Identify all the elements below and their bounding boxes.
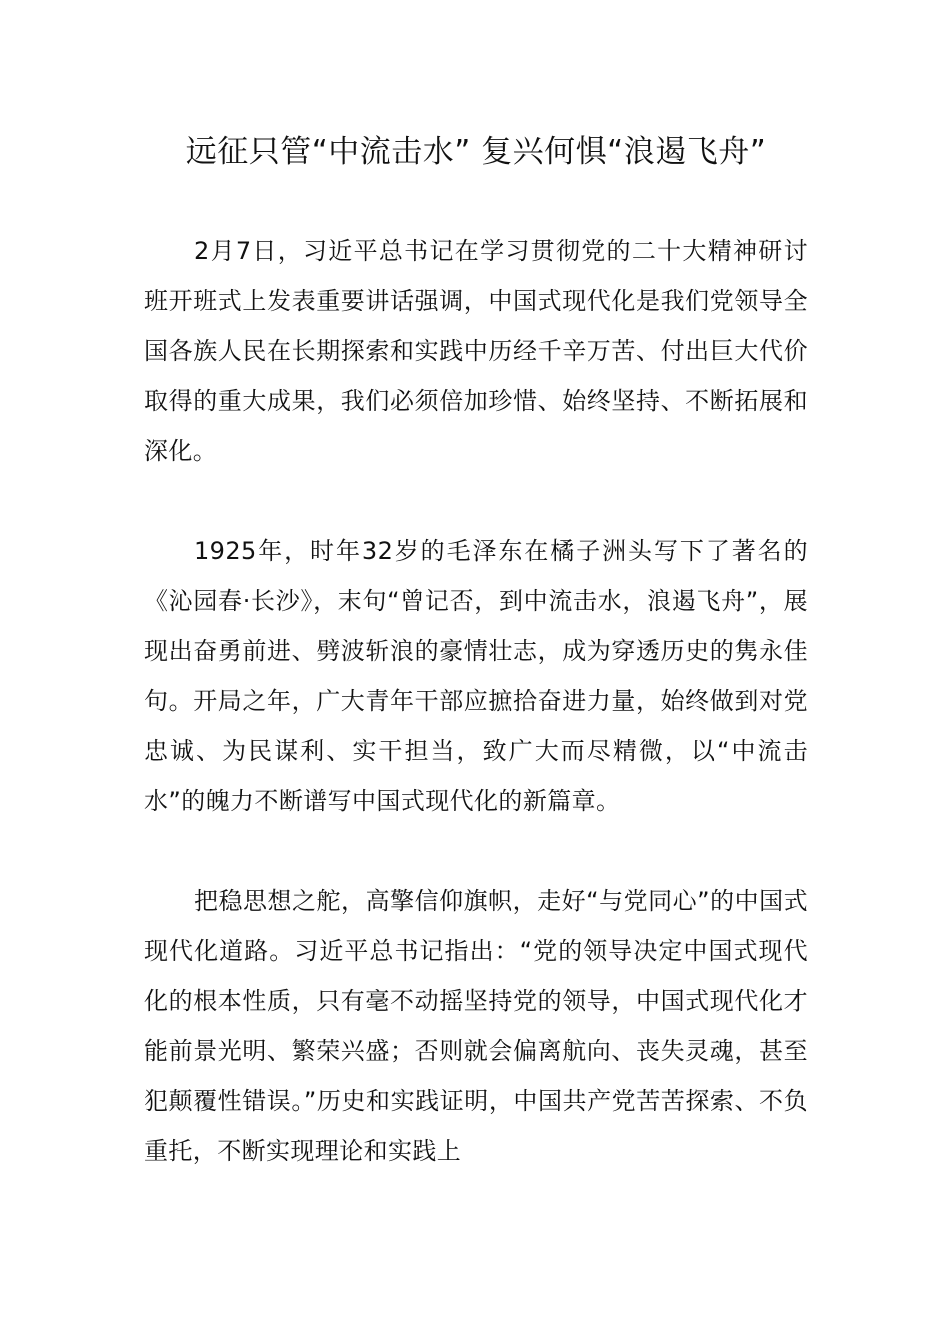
document-body xyxy=(144,226,808,1226)
paragraph-2: 1925年，时年32岁的毛泽东在橘子洲头写下了著名的《沁园春·长沙》，末句“曾记否，到中流击水，浪遏飞舟”，展现出奋勇前进、劈波斩浪的豪情壮志，成为穿透历史的隽永佳句。开局之年，广大青年干部应摭拾奋进力量，始终做到对党忠诚、为民谋利、实干担当，致广大而尽精微，以“中流击水”的魄力不断谱写中国式现代化的新篇章。 xyxy=(144,537,808,815)
document-title: 远征只管“中流击水” 复兴何惧“浪遏飞舟” xyxy=(185,134,767,170)
paragraph-3: 把稳思想之舵，高擎信仰旗帜，走好“与党同心”的中国式现代化道路。习近平总书记指出：“党的领导决定中国式现代化的根本性质，只有毫不动摇坚持党的领导，中国式现代化才能前景光明、繁荣兴盛；否则就会偏离航向、丧失灵魂，甚至犯颠覆性错误。”历史和实践证明，中国共产党苦苦探索、不负重托，不断实现理论和实践上 xyxy=(144,887,808,1165)
paragraph-1: 2月7日，习近平总书记在学习贯彻党的二十大精神研讨班开班式上发表重要讲话强调，中国式现代化是我们党领导全国各族人民在长期探索和实践中历经千辛万苦、付出巨大代价取得的重大成果，我们必须倍加珍惜、始终坚持、不断拓展和深化。 xyxy=(144,237,808,465)
